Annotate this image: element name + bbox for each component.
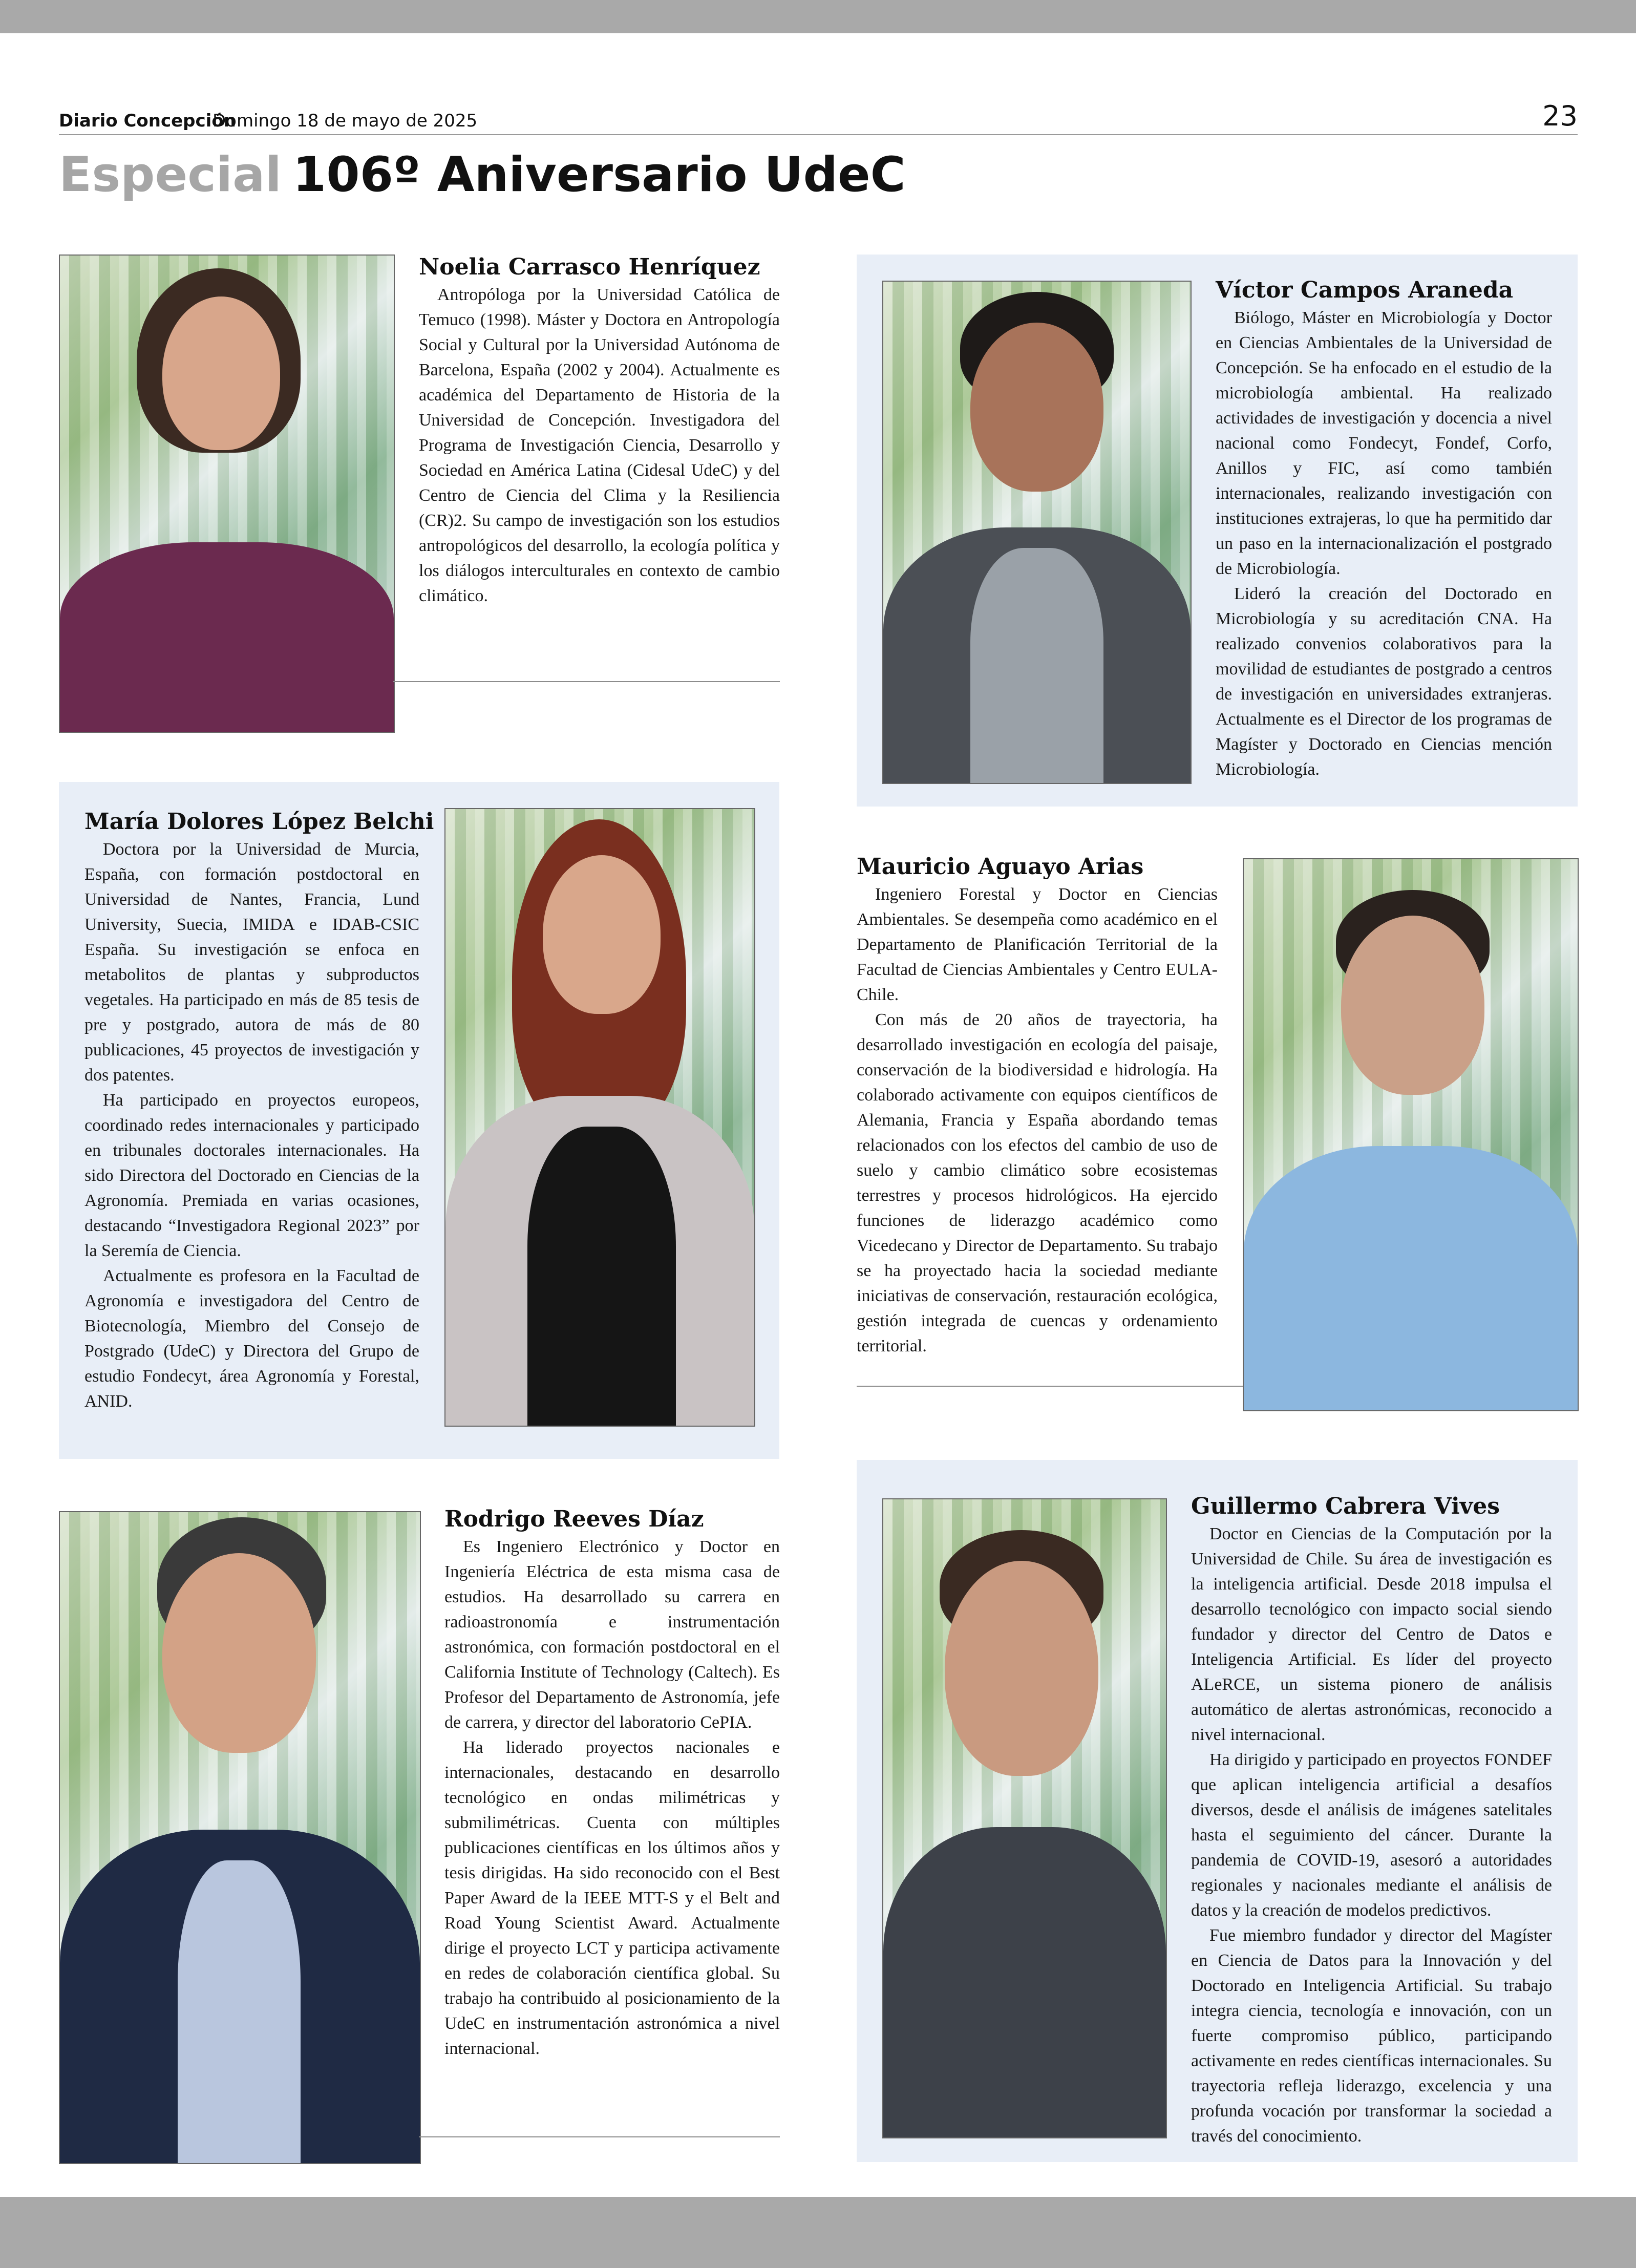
- person-name: Noelia Carrasco Henríquez: [419, 254, 760, 280]
- portrait-photo: [882, 281, 1192, 784]
- bio-victor-campos: [1216, 277, 1552, 782]
- bio-rodrigo-reeves: [444, 1506, 780, 2061]
- bio-paragraph: Es Ingeniero Electrónico y Doctor en Ingeniería Eléctrica de esta misma casa de estudios. Ha desarrollado su carrera en radioastronomía e instrumentación astronómica, con formación postdoctoral en el California Institute of Technology (Caltech). Es Profesor del Departamento de Astronomía, jefe de carrera, y director del laboratorio CePIA.: [444, 1537, 780, 1732]
- person-name: Guillermo Cabrera Vives: [1191, 1493, 1500, 1519]
- bio-paragraph: Actualmente es profesora en la Facultad de Agronomía e investigadora del Centro de Biotecnología, Miembro del Consejo de Postgrado (UdeC) y Directora del Grupo de estudio Fondecyt, área Agronomía y Forestal, ANID.: [84, 1266, 419, 1411]
- bio-paragraph: Ingeniero Forestal y Doctor en Ciencias Ambientales. Se desempeña como académico en el Departamento de Planificación Territorial de la Facultad de Ciencias Ambientales y Centro EULA-Chile.: [857, 885, 1218, 1004]
- bio-guillermo-cabrera: [1191, 1493, 1552, 2149]
- bio-maria-lopez: [84, 808, 434, 1414]
- portrait-photo: [444, 808, 755, 1427]
- portrait-photo: [59, 255, 395, 733]
- bio-paragraph: Doctora por la Universidad de Murcia, España, con formación postdoctoral en Universidad de Nantes, Francia, Lund University, Suecia, IMIDA e IDAB-CSIC España. Su investigación se enfoca en metabolitos de plantas y subproductos vegetales. Ha participado en más de 85 tesis de pre y postgrado, autora de más de 80 publicaciones, 45 proyectos de investigación y dos patentes.: [84, 840, 419, 1085]
- portrait-photo: [1243, 858, 1579, 1411]
- person-name: Víctor Campos Araneda: [1216, 277, 1514, 303]
- person-name: Rodrigo Reeves Díaz: [444, 1506, 704, 1532]
- newspaper-name: Diario Concepción: [59, 111, 236, 131]
- masthead: [59, 73, 1578, 135]
- bio-paragraph: Ha liderado proyectos nacionales e internacionales, destacando en desarrollo tecnológico en ondas milimétricas y submilimétricas. Cuenta con múltiples publicaciones científicas en los últimos años y tesis dirigidas. Ha sido reconocido con el Best Paper Award de la IEEE MTT-S y el Belt and Road Young Scientist Award. Actualmente dirige el proyecto LCT y participa activamente en redes de colaboración científica global. Su trabajo ha contribuido al posicionamiento de la UdeC en instrumentación astronómica a nivel internacional.: [444, 1738, 780, 2058]
- section-title: 106º Aniversario UdeC: [292, 147, 906, 203]
- bio-paragraph: Biólogo, Máster en Microbiología y Doctor en Ciencias Ambientales de la Universidad de Concepción. Se ha enfocado en el estudio de la microbiología ambiental. Ha realizado actividades de investigación y docencia a nivel nacional como Fondecyt, Fondef, Corfo, Anillos y FIC, así como también internacionales, realizando investigación con instituciones extrajeras, lo que ha permitido dar un paso en la internacionalización el postgrado de Microbiología.: [1216, 308, 1552, 578]
- section-heading: [59, 144, 906, 206]
- issue-date: Domingo 18 de mayo de 2025: [213, 111, 478, 131]
- bio-paragraph: Fue miembro fundador y director del Magíster en Ciencia de Datos para la Innovación y del Doctorado en Inteligencia Artificial. Su trabajo integra ciencia, tecnología e innovación, con un fuerte compromiso público, participando activamente en redes científicas internacionales. Su trayectoria refleja liderazgo, excelencia y una profunda vocación por transformar la sociedad a través del conocimiento.: [1191, 1926, 1552, 2146]
- bio-mauricio-aguayo: [857, 853, 1218, 1359]
- person-name: María Dolores López Belchi: [84, 809, 434, 835]
- page-number: 23: [1542, 100, 1578, 132]
- bio-paragraph: Con más de 20 años de trayectoria, ha desarrollado investigación en ecología del paisaje, conservación de la biodiversidad e hidrología. Ha colaborado activamente con equipos científicos de Alemania, Francia y España abordando temas relacionados con los efectos del cambio de uso de suelo y cambio climático sobre ecosistemas terrestres y procesos hidrológicos. Ha ejercido funciones de liderazgo académico como Vicedecano y Director de Departamento. Su trabajo se ha proyectado hacia la sociedad mediante iniciativas de conservación, restauración ecológica, gestión integrada de cuencas y ordenamiento territorial.: [857, 1010, 1218, 1355]
- portrait-photo: [59, 1511, 421, 2164]
- bio-paragraph: Antropóloga por la Universidad Católica de Temuco (1998). Máster y Doctora en Antropología Social y Cultural por la Universidad Autónoma de Barcelona, España (2002 y 2004). Actualmente es académica del Departamento de Historia de la Universidad de Concepción. Investigadora del Programa de Investigación Ciencia, Desarrollo y Sociedad en América Latina (Cidesal UdeC) y del Centro de Ciencia del Clima y la Resiliencia (CR)2. Su campo de investigación son los estudios antropológicos del desarrollo, la ecología política y los diálogos interculturales en contexto de cambio climático.: [419, 285, 780, 605]
- bio-noelia-carrasco: [419, 253, 780, 608]
- bio-paragraph: Ha participado en proyectos europeos, coordinado redes internacionales y participado en tribunales doctorales internacionales. Ha sido Directora del Doctorado en Ciencias de la Agronomía. Premiada en varias ocasiones, destacando “Investigadora Regional 2023” por la Seremía de Ciencia.: [84, 1091, 419, 1260]
- divider-rule: [857, 1386, 1243, 1387]
- divider-rule: [393, 681, 780, 682]
- bio-paragraph: Doctor en Ciencias de la Computación por la Universidad de Chile. Su área de investigación es la inteligencia artificial. Desde 2018 impulsa el desarrollo tecnológico con impacto social siendo fundador y director del Centro de Datos e Inteligencia Artificial. Es líder del proyecto ALeRCE, un sistema pionero de análisis automático de alertas astronómicas, reconocido a nivel internacional.: [1191, 1524, 1552, 1744]
- person-name: Mauricio Aguayo Arias: [857, 854, 1144, 880]
- section-kicker: Especial: [59, 147, 282, 203]
- bio-paragraph: Ha dirigido y participado en proyectos FONDEF que aplican inteligencia artificial a desafíos diversos, desde el análisis de imágenes satelitales hasta el seguimiento del cáncer. Durante la pandemia de COVID-19, asesoró a autoridades regionales y nacionales mediante el análisis de datos y la creación de modelos predictivos.: [1191, 1750, 1552, 1920]
- divider-rule: [419, 2136, 780, 2137]
- bio-paragraph: Lideró la creación del Doctorado en Microbiología y su acreditación CNA. Ha realizado convenios colaborativos para la movilidad de estudiantes de postgrado a centros de investigación en universidades extranjeras. Actualmente es el Director de los programas de Magíster y Doctorado en Ciencias mención Microbiología.: [1216, 584, 1552, 779]
- portrait-photo: [882, 1498, 1167, 2138]
